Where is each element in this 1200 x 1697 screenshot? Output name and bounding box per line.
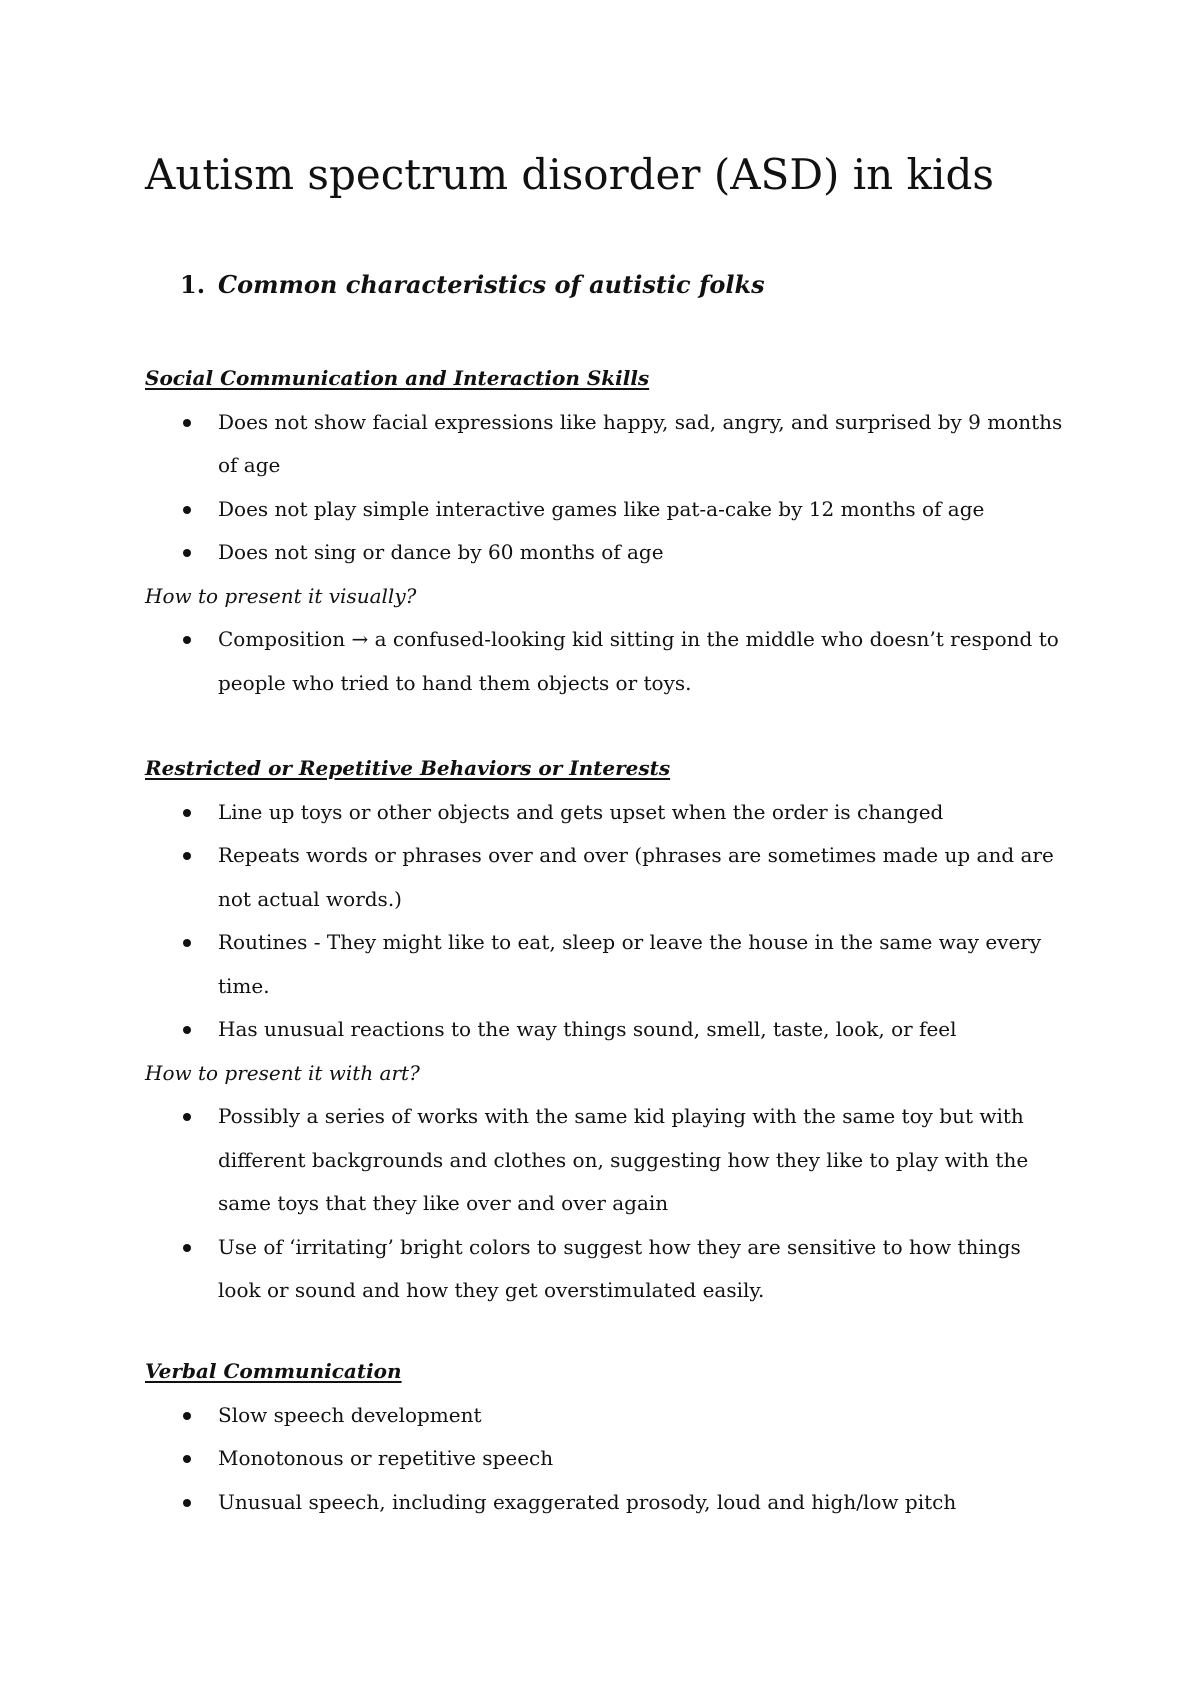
bullet-icon [183, 419, 191, 427]
page-title: Autism spectrum disorder (ASD) in kids [145, 150, 994, 199]
bullet-icon [183, 636, 191, 644]
list-item-text: Use of ‘irritating’ bright colors to suggest how they are sensitive to how things look or sound and how they get overstimulated easily. [218, 1234, 1021, 1302]
list-item-text: Unusual speech, including exaggerated prosody, loud and high/low pitch [218, 1489, 957, 1514]
list-item [145, 1481, 1065, 1525]
bullet-icon [183, 1113, 191, 1121]
bullet-icon [183, 1026, 191, 1034]
group-repetitive-behaviors [145, 747, 1065, 1313]
list-item-text: Repeats words or phrases over and over (phrases are sometimes made up and are not actual words.) [218, 843, 1054, 911]
list-item-text: Has unusual reactions to the way things sound, smell, taste, look, or feel [218, 1017, 957, 1041]
bullet-icon [183, 1455, 191, 1463]
list-item [145, 921, 1065, 1008]
list-item-text: Composition → a confused-looking kid sitting in the middle who doesn’t respond to people who tried to hand them objects or toys. [218, 627, 1059, 695]
list-item [145, 401, 1065, 488]
list-item [145, 1394, 1065, 1438]
bullet-list [145, 401, 1065, 575]
list-item [145, 791, 1065, 835]
bullet-icon [183, 1412, 191, 1420]
section-number: 1. [180, 270, 206, 299]
list-item [145, 1095, 1065, 1226]
list-item [145, 531, 1065, 575]
bullet-icon [183, 549, 191, 557]
note-heading: How to present it with art? [145, 1060, 420, 1085]
group-social-communication [145, 357, 1065, 705]
list-item [145, 618, 1065, 705]
note-heading: How to present it visually? [145, 583, 417, 608]
group-verbal-communication [145, 1350, 1065, 1524]
note-bullet-list [145, 618, 1065, 705]
section-heading [180, 268, 765, 302]
list-item-text: Monotonous or repetitive speech [218, 1446, 554, 1470]
list-item-text: Line up toys or other objects and gets upset when the order is changed [218, 799, 944, 824]
list-item-text: Slow speech development [218, 1402, 482, 1427]
list-item [145, 1008, 1065, 1052]
section-heading-text: Common characteristics of autistic folks [218, 270, 765, 299]
list-item-text: Does not play simple interactive games like pat-a-cake by 12 months of age [218, 496, 985, 521]
list-item-text: Does not show facial expressions like happy, sad, angry, and surprised by 9 months of age [218, 409, 1063, 477]
bullet-icon [183, 852, 191, 860]
bullet-list [145, 791, 1065, 1052]
bullet-icon [183, 939, 191, 947]
list-item-text: Possibly a series of works with the same kid playing with the same toy but with different backgrounds and clothes on, suggesting how they like to play with the same toys that they like over and over again [218, 1104, 1029, 1215]
bullet-list [145, 1394, 1065, 1525]
list-item-text: Routines - They might like to eat, sleep or leave the house in the same way every time. [218, 930, 1042, 998]
list-item [145, 834, 1065, 921]
list-item [145, 488, 1065, 532]
list-item [145, 1226, 1065, 1313]
note-bullet-list [145, 1095, 1065, 1313]
subheading: Social Communication and Interaction Skills [145, 366, 650, 390]
list-item [145, 1437, 1065, 1481]
subheading: Verbal Communication [145, 1359, 402, 1383]
bullet-icon [183, 506, 191, 514]
bullet-icon [183, 1244, 191, 1252]
bullet-icon [183, 809, 191, 817]
subheading: Restricted or Repetitive Behaviors or Interests [145, 756, 671, 780]
list-item-text: Does not sing or dance by 60 months of age [218, 540, 664, 564]
bullet-icon [183, 1499, 191, 1507]
